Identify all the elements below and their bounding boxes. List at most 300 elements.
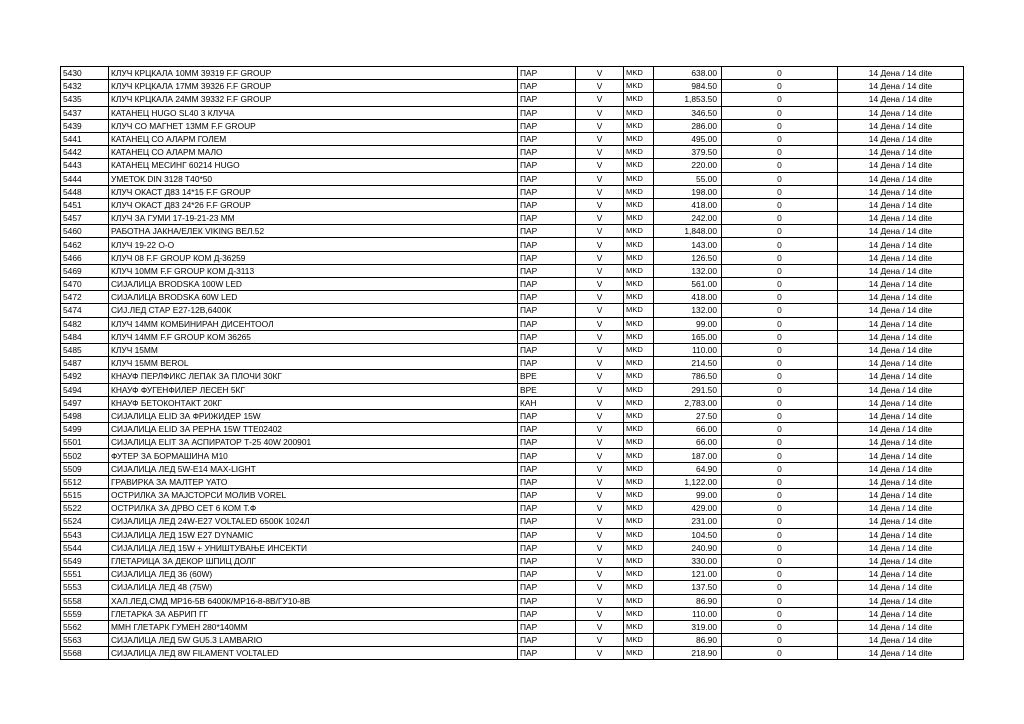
delivery-term-cell: 14 Дена / 14 dite bbox=[838, 357, 964, 370]
unit-of-measure-cell: ПАР bbox=[518, 647, 576, 660]
quantity-cell: 0 bbox=[722, 185, 838, 198]
item-code-cell: 5544 bbox=[61, 541, 109, 554]
unit-price-cell: 214.50 bbox=[654, 357, 722, 370]
table-row bbox=[61, 515, 964, 528]
vat-flag-cell: V bbox=[576, 515, 624, 528]
currency-cell: MKD bbox=[624, 541, 654, 554]
unit-price-cell: 1,848.00 bbox=[654, 225, 722, 238]
delivery-term-cell: 14 Дена / 14 dite bbox=[838, 554, 964, 567]
table-row bbox=[61, 198, 964, 211]
item-name-cell: СИЈАЛИЦА ЛЕД 5W-E14 MAX-LIGHT bbox=[109, 462, 518, 475]
unit-price-cell: 104.50 bbox=[654, 528, 722, 541]
currency-cell: MKD bbox=[624, 620, 654, 633]
item-name-cell: КЛУЧ ОКАСТ Д83 14*15 F.F GROUP bbox=[109, 185, 518, 198]
currency-cell: MKD bbox=[624, 172, 654, 185]
delivery-term-cell: 14 Дена / 14 dite bbox=[838, 647, 964, 660]
currency-cell: MKD bbox=[624, 278, 654, 291]
unit-price-cell: 143.00 bbox=[654, 238, 722, 251]
quantity-cell: 0 bbox=[722, 396, 838, 409]
item-name-cell: СИЈАЛИЦА ЛЕД 8W FILAMENT VOLTALED bbox=[109, 647, 518, 660]
quantity-cell: 0 bbox=[722, 106, 838, 119]
delivery-term-cell: 14 Дена / 14 dite bbox=[838, 541, 964, 554]
currency-cell: MKD bbox=[624, 106, 654, 119]
delivery-term-cell: 14 Дена / 14 dite bbox=[838, 396, 964, 409]
item-name-cell: КЛУЧ КРЦКАЛА 24ММ 39332 F.F GROUP bbox=[109, 93, 518, 106]
vat-flag-cell: V bbox=[576, 462, 624, 475]
currency-cell: MKD bbox=[624, 489, 654, 502]
table-row bbox=[61, 343, 964, 356]
currency-cell: MKD bbox=[624, 67, 654, 80]
unit-of-measure-cell: ПАР bbox=[518, 634, 576, 647]
vat-flag-cell: V bbox=[576, 278, 624, 291]
quantity-cell: 0 bbox=[722, 489, 838, 502]
unit-of-measure-cell: ПАР bbox=[518, 330, 576, 343]
table-row bbox=[61, 291, 964, 304]
delivery-term-cell: 14 Дена / 14 dite bbox=[838, 449, 964, 462]
quantity-cell: 0 bbox=[722, 212, 838, 225]
item-name-cell: КАТАНЕЦ СО АЛАРМ МАЛО bbox=[109, 146, 518, 159]
unit-of-measure-cell: ПАР bbox=[518, 264, 576, 277]
item-code-cell: 5558 bbox=[61, 594, 109, 607]
unit-price-cell: 379.50 bbox=[654, 146, 722, 159]
delivery-term-cell: 14 Дена / 14 dite bbox=[838, 264, 964, 277]
unit-price-cell: 99.00 bbox=[654, 489, 722, 502]
unit-of-measure-cell: ПАР bbox=[518, 594, 576, 607]
table-row bbox=[61, 93, 964, 106]
quantity-cell: 0 bbox=[722, 132, 838, 145]
item-code-cell: 5524 bbox=[61, 515, 109, 528]
quantity-cell: 0 bbox=[722, 409, 838, 422]
item-code-cell: 5482 bbox=[61, 317, 109, 330]
quantity-cell: 0 bbox=[722, 647, 838, 660]
unit-price-cell: 231.00 bbox=[654, 515, 722, 528]
delivery-term-cell: 14 Дена / 14 dite bbox=[838, 172, 964, 185]
table-row bbox=[61, 489, 964, 502]
item-name-cell: СИЈАЛИЦА ЛЕД 15W E27 DYNAMIC bbox=[109, 528, 518, 541]
vat-flag-cell: V bbox=[576, 317, 624, 330]
item-name-cell: ГЛЕТАРИЦА ЗА ДЕКОР ШПИЦ ДОЛГ bbox=[109, 554, 518, 567]
vat-flag-cell: V bbox=[576, 225, 624, 238]
item-code-cell: 5437 bbox=[61, 106, 109, 119]
unit-price-cell: 86.90 bbox=[654, 594, 722, 607]
currency-cell: MKD bbox=[624, 528, 654, 541]
delivery-term-cell: 14 Дена / 14 dite bbox=[838, 119, 964, 132]
delivery-term-cell: 14 Дена / 14 dite bbox=[838, 212, 964, 225]
unit-price-cell: 286.00 bbox=[654, 119, 722, 132]
item-code-cell: 5549 bbox=[61, 554, 109, 567]
currency-cell: MKD bbox=[624, 607, 654, 620]
unit-price-cell: 786.50 bbox=[654, 370, 722, 383]
vat-flag-cell: V bbox=[576, 396, 624, 409]
vat-flag-cell: V bbox=[576, 383, 624, 396]
table-row bbox=[61, 106, 964, 119]
item-code-cell: 5474 bbox=[61, 304, 109, 317]
delivery-term-cell: 14 Дена / 14 dite bbox=[838, 620, 964, 633]
quantity-cell: 0 bbox=[722, 515, 838, 528]
delivery-term-cell: 14 Дена / 14 dite bbox=[838, 106, 964, 119]
currency-cell: MKD bbox=[624, 647, 654, 660]
unit-of-measure-cell: ПАР bbox=[518, 343, 576, 356]
unit-price-cell: 165.00 bbox=[654, 330, 722, 343]
table-row bbox=[61, 396, 964, 409]
currency-cell: MKD bbox=[624, 370, 654, 383]
unit-price-cell: 86.90 bbox=[654, 634, 722, 647]
delivery-term-cell: 14 Дена / 14 dite bbox=[838, 409, 964, 422]
quantity-cell: 0 bbox=[722, 357, 838, 370]
currency-cell: MKD bbox=[624, 185, 654, 198]
unit-price-cell: 55.00 bbox=[654, 172, 722, 185]
price-list-table bbox=[60, 66, 964, 660]
vat-flag-cell: V bbox=[576, 607, 624, 620]
vat-flag-cell: V bbox=[576, 132, 624, 145]
currency-cell: MKD bbox=[624, 238, 654, 251]
vat-flag-cell: V bbox=[576, 238, 624, 251]
table-row bbox=[61, 568, 964, 581]
unit-price-cell: 330.00 bbox=[654, 554, 722, 567]
table-row bbox=[61, 554, 964, 567]
item-name-cell: КЛУЧ 14ММ КОМБИНИРАН ДИСЕНТООЛ bbox=[109, 317, 518, 330]
item-name-cell: ММН ГЛЕТАРК ГУМЕН 280*140ММ bbox=[109, 620, 518, 633]
table-row bbox=[61, 212, 964, 225]
quantity-cell: 0 bbox=[722, 620, 838, 633]
unit-price-cell: 319.00 bbox=[654, 620, 722, 633]
vat-flag-cell: V bbox=[576, 304, 624, 317]
delivery-term-cell: 14 Дена / 14 dite bbox=[838, 343, 964, 356]
delivery-term-cell: 14 Дена / 14 dite bbox=[838, 370, 964, 383]
delivery-term-cell: 14 Дена / 14 dite bbox=[838, 225, 964, 238]
currency-cell: MKD bbox=[624, 423, 654, 436]
item-code-cell: 5509 bbox=[61, 462, 109, 475]
currency-cell: MKD bbox=[624, 93, 654, 106]
table-row bbox=[61, 80, 964, 93]
table-row bbox=[61, 607, 964, 620]
table-row bbox=[61, 317, 964, 330]
quantity-cell: 0 bbox=[722, 317, 838, 330]
delivery-term-cell: 14 Дена / 14 dite bbox=[838, 515, 964, 528]
unit-price-cell: 66.00 bbox=[654, 436, 722, 449]
delivery-term-cell: 14 Дена / 14 dite bbox=[838, 185, 964, 198]
quantity-cell: 0 bbox=[722, 634, 838, 647]
quantity-cell: 0 bbox=[722, 238, 838, 251]
unit-of-measure-cell: ПАР bbox=[518, 423, 576, 436]
currency-cell: MKD bbox=[624, 634, 654, 647]
currency-cell: MKD bbox=[624, 212, 654, 225]
table-row bbox=[61, 541, 964, 554]
delivery-term-cell: 14 Дена / 14 dite bbox=[838, 93, 964, 106]
table-row bbox=[61, 449, 964, 462]
item-code-cell: 5553 bbox=[61, 581, 109, 594]
vat-flag-cell: V bbox=[576, 119, 624, 132]
vat-flag-cell: V bbox=[576, 264, 624, 277]
quantity-cell: 0 bbox=[722, 568, 838, 581]
currency-cell: MKD bbox=[624, 502, 654, 515]
unit-price-cell: 132.00 bbox=[654, 304, 722, 317]
unit-of-measure-cell: ПАР bbox=[518, 581, 576, 594]
currency-cell: MKD bbox=[624, 581, 654, 594]
item-name-cell: СИЈАЛИЦА ЛЕД 24W-E27 VOLTALED 6500К 1024Л bbox=[109, 515, 518, 528]
delivery-term-cell: 14 Дена / 14 dite bbox=[838, 607, 964, 620]
vat-flag-cell: V bbox=[576, 528, 624, 541]
currency-cell: MKD bbox=[624, 383, 654, 396]
currency-cell: MKD bbox=[624, 357, 654, 370]
vat-flag-cell: V bbox=[576, 185, 624, 198]
delivery-term-cell: 14 Дена / 14 dite bbox=[838, 146, 964, 159]
item-name-cell: СИЈАЛИЦА ЛЕД 36 (60W) bbox=[109, 568, 518, 581]
vat-flag-cell: V bbox=[576, 198, 624, 211]
quantity-cell: 0 bbox=[722, 383, 838, 396]
quantity-cell: 0 bbox=[722, 251, 838, 264]
currency-cell: MKD bbox=[624, 462, 654, 475]
vat-flag-cell: V bbox=[576, 409, 624, 422]
currency-cell: MKD bbox=[624, 343, 654, 356]
currency-cell: MKD bbox=[624, 80, 654, 93]
table-row bbox=[61, 475, 964, 488]
vat-flag-cell: V bbox=[576, 436, 624, 449]
unit-price-cell: 1,853.50 bbox=[654, 93, 722, 106]
item-name-cell: СИЈАЛИЦА ELIT ЗА АСПИРАТОР Т-25 40W 200901 bbox=[109, 436, 518, 449]
item-name-cell: КНАУФ ФУГЕНФИЛЕР ЛЕСЕН 5КГ bbox=[109, 383, 518, 396]
delivery-term-cell: 14 Дена / 14 dite bbox=[838, 238, 964, 251]
unit-of-measure-cell: ПАР bbox=[518, 409, 576, 422]
delivery-term-cell: 14 Дена / 14 dite bbox=[838, 581, 964, 594]
table-row bbox=[61, 67, 964, 80]
item-name-cell: КЛУЧ КРЦКАЛА 10ММ 39319 F.F GROUP bbox=[109, 67, 518, 80]
vat-flag-cell: V bbox=[576, 568, 624, 581]
unit-of-measure-cell: ПАР bbox=[518, 106, 576, 119]
item-name-cell: КЛУЧ КРЦКАЛА 17ММ 39326 F.F GROUP bbox=[109, 80, 518, 93]
unit-price-cell: 418.00 bbox=[654, 198, 722, 211]
item-name-cell: КНАУФ БЕТОКОНТАКТ 20КГ bbox=[109, 396, 518, 409]
quantity-cell: 0 bbox=[722, 370, 838, 383]
vat-flag-cell: V bbox=[576, 475, 624, 488]
item-code-cell: 5470 bbox=[61, 278, 109, 291]
unit-of-measure-cell: ПАР bbox=[518, 93, 576, 106]
quantity-cell: 0 bbox=[722, 304, 838, 317]
item-code-cell: 5492 bbox=[61, 370, 109, 383]
vat-flag-cell: V bbox=[576, 146, 624, 159]
currency-cell: MKD bbox=[624, 159, 654, 172]
quantity-cell: 0 bbox=[722, 607, 838, 620]
currency-cell: MKD bbox=[624, 317, 654, 330]
vat-flag-cell: V bbox=[576, 647, 624, 660]
table-row bbox=[61, 409, 964, 422]
item-code-cell: 5499 bbox=[61, 423, 109, 436]
quantity-cell: 0 bbox=[722, 330, 838, 343]
unit-of-measure-cell: ПАР bbox=[518, 238, 576, 251]
item-name-cell: УМЕТОК DIN 3128 Т40*50 bbox=[109, 172, 518, 185]
currency-cell: MKD bbox=[624, 304, 654, 317]
unit-of-measure-cell: ПАР bbox=[518, 80, 576, 93]
unit-price-cell: 27.50 bbox=[654, 409, 722, 422]
table-row bbox=[61, 370, 964, 383]
currency-cell: MKD bbox=[624, 594, 654, 607]
item-code-cell: 5441 bbox=[61, 132, 109, 145]
unit-of-measure-cell: ПАР bbox=[518, 568, 576, 581]
unit-price-cell: 291.50 bbox=[654, 383, 722, 396]
unit-of-measure-cell: ПАР bbox=[518, 436, 576, 449]
quantity-cell: 0 bbox=[722, 264, 838, 277]
delivery-term-cell: 14 Дена / 14 dite bbox=[838, 594, 964, 607]
quantity-cell: 0 bbox=[722, 146, 838, 159]
unit-of-measure-cell: ПАР bbox=[518, 291, 576, 304]
unit-price-cell: 984.50 bbox=[654, 80, 722, 93]
vat-flag-cell: V bbox=[576, 541, 624, 554]
currency-cell: MKD bbox=[624, 146, 654, 159]
unit-price-cell: 137.50 bbox=[654, 581, 722, 594]
quantity-cell: 0 bbox=[722, 198, 838, 211]
vat-flag-cell: V bbox=[576, 502, 624, 515]
quantity-cell: 0 bbox=[722, 475, 838, 488]
table-row bbox=[61, 225, 964, 238]
unit-price-cell: 126.50 bbox=[654, 251, 722, 264]
delivery-term-cell: 14 Дена / 14 dite bbox=[838, 291, 964, 304]
vat-flag-cell: V bbox=[576, 80, 624, 93]
item-name-cell: КЛУЧ ЗА ГУМИ 17-19-21-23 ММ bbox=[109, 212, 518, 225]
unit-of-measure-cell: ПАР bbox=[518, 119, 576, 132]
delivery-term-cell: 14 Дена / 14 dite bbox=[838, 383, 964, 396]
table-row bbox=[61, 264, 964, 277]
item-name-cell: СИЈАЛИЦА ЛЕД 15W + УНИШТУВАЊЕ ИНСЕКТИ bbox=[109, 541, 518, 554]
currency-cell: MKD bbox=[624, 225, 654, 238]
unit-of-measure-cell: ВРЕ bbox=[518, 370, 576, 383]
delivery-term-cell: 14 Дена / 14 dite bbox=[838, 80, 964, 93]
table-row bbox=[61, 119, 964, 132]
unit-of-measure-cell: ПАР bbox=[518, 132, 576, 145]
table-row bbox=[61, 594, 964, 607]
item-name-cell: КАТАНЕЦ МЕСИНГ 60214 HUGO bbox=[109, 159, 518, 172]
unit-price-cell: 2,783.00 bbox=[654, 396, 722, 409]
item-code-cell: 5551 bbox=[61, 568, 109, 581]
item-code-cell: 5457 bbox=[61, 212, 109, 225]
unit-of-measure-cell: ПАР bbox=[518, 607, 576, 620]
unit-of-measure-cell: ПАР bbox=[518, 225, 576, 238]
quantity-cell: 0 bbox=[722, 80, 838, 93]
item-name-cell: СИЈ.ЛЕД СТАР E27-12В,6400К bbox=[109, 304, 518, 317]
delivery-term-cell: 14 Дена / 14 dite bbox=[838, 462, 964, 475]
unit-of-measure-cell: ПАР bbox=[518, 502, 576, 515]
delivery-term-cell: 14 Дена / 14 dite bbox=[838, 67, 964, 80]
vat-flag-cell: V bbox=[576, 172, 624, 185]
quantity-cell: 0 bbox=[722, 291, 838, 304]
unit-price-cell: 99.00 bbox=[654, 317, 722, 330]
item-code-cell: 5435 bbox=[61, 93, 109, 106]
table-row bbox=[61, 528, 964, 541]
unit-price-cell: 66.00 bbox=[654, 423, 722, 436]
table-row bbox=[61, 647, 964, 660]
item-code-cell: 5502 bbox=[61, 449, 109, 462]
delivery-term-cell: 14 Дена / 14 dite bbox=[838, 132, 964, 145]
delivery-term-cell: 14 Дена / 14 dite bbox=[838, 489, 964, 502]
unit-of-measure-cell: ПАР bbox=[518, 172, 576, 185]
quantity-cell: 0 bbox=[722, 172, 838, 185]
item-name-cell: КАТАНЕЦ HUGO SL40 3 КЛУЧА bbox=[109, 106, 518, 119]
item-code-cell: 5485 bbox=[61, 343, 109, 356]
unit-of-measure-cell: ПАР bbox=[518, 67, 576, 80]
vat-flag-cell: V bbox=[576, 291, 624, 304]
table-row bbox=[61, 462, 964, 475]
delivery-term-cell: 14 Дена / 14 dite bbox=[838, 251, 964, 264]
table-row bbox=[61, 304, 964, 317]
quantity-cell: 0 bbox=[722, 541, 838, 554]
item-code-cell: 5543 bbox=[61, 528, 109, 541]
unit-of-measure-cell: ПАР bbox=[518, 317, 576, 330]
item-code-cell: 5497 bbox=[61, 396, 109, 409]
item-name-cell: КАТАНЕЦ СО АЛАРМ ГОЛЕМ bbox=[109, 132, 518, 145]
quantity-cell: 0 bbox=[722, 159, 838, 172]
item-name-cell: КЛУЧ 08 F.F GROUP КОМ Д-36259 bbox=[109, 251, 518, 264]
quantity-cell: 0 bbox=[722, 343, 838, 356]
table-row bbox=[61, 330, 964, 343]
delivery-term-cell: 14 Дена / 14 dite bbox=[838, 436, 964, 449]
vat-flag-cell: V bbox=[576, 620, 624, 633]
unit-price-cell: 495.00 bbox=[654, 132, 722, 145]
unit-of-measure-cell: ПАР bbox=[518, 251, 576, 264]
currency-cell: MKD bbox=[624, 396, 654, 409]
item-code-cell: 5487 bbox=[61, 357, 109, 370]
table-row bbox=[61, 132, 964, 145]
item-code-cell: 5568 bbox=[61, 647, 109, 660]
item-name-cell: КЛУЧ 15ММ bbox=[109, 343, 518, 356]
table-row bbox=[61, 159, 964, 172]
item-name-cell: КЛУЧ 10ММ F.F GROUP КОМ Д-3113 bbox=[109, 264, 518, 277]
quantity-cell: 0 bbox=[722, 449, 838, 462]
table-row bbox=[61, 278, 964, 291]
item-name-cell: ХАЛ.ЛЕД.СМД МР16-5В 6400К/МР16-8-8В/ГУ10-8В bbox=[109, 594, 518, 607]
item-code-cell: 5522 bbox=[61, 502, 109, 515]
item-code-cell: 5443 bbox=[61, 159, 109, 172]
item-code-cell: 5501 bbox=[61, 436, 109, 449]
table-row bbox=[61, 357, 964, 370]
item-code-cell: 5430 bbox=[61, 67, 109, 80]
unit-of-measure-cell: ПАР bbox=[518, 198, 576, 211]
unit-of-measure-cell: ПАР bbox=[518, 489, 576, 502]
vat-flag-cell: V bbox=[576, 106, 624, 119]
vat-flag-cell: V bbox=[576, 489, 624, 502]
vat-flag-cell: V bbox=[576, 594, 624, 607]
unit-price-cell: 110.00 bbox=[654, 343, 722, 356]
vat-flag-cell: V bbox=[576, 357, 624, 370]
item-code-cell: 5439 bbox=[61, 119, 109, 132]
item-name-cell: КЛУЧ СО МАГНЕТ 13ММ F.F GROUP bbox=[109, 119, 518, 132]
table-row bbox=[61, 502, 964, 515]
currency-cell: MKD bbox=[624, 251, 654, 264]
item-name-cell: КЛУЧ 19-22 О-О bbox=[109, 238, 518, 251]
currency-cell: MKD bbox=[624, 436, 654, 449]
table-row bbox=[61, 436, 964, 449]
item-name-cell: РАБОТНА ЈАКНА/ЕЛЕК VIKING ВЕЛ.52 bbox=[109, 225, 518, 238]
table-row bbox=[61, 172, 964, 185]
unit-price-cell: 220.00 bbox=[654, 159, 722, 172]
delivery-term-cell: 14 Дена / 14 dite bbox=[838, 317, 964, 330]
unit-of-measure-cell: ПАР bbox=[518, 212, 576, 225]
unit-of-measure-cell: ПАР bbox=[518, 159, 576, 172]
item-code-cell: 5451 bbox=[61, 198, 109, 211]
item-code-cell: 5562 bbox=[61, 620, 109, 633]
unit-of-measure-cell: ПАР bbox=[518, 304, 576, 317]
table-row bbox=[61, 423, 964, 436]
unit-price-cell: 64.90 bbox=[654, 462, 722, 475]
unit-of-measure-cell: ВРЕ bbox=[518, 383, 576, 396]
delivery-term-cell: 14 Дена / 14 dite bbox=[838, 528, 964, 541]
item-name-cell: СИЈАЛИЦА ELID ЗА РЕРНА 15W ТТЕ02402 bbox=[109, 423, 518, 436]
unit-price-cell: 110.00 bbox=[654, 607, 722, 620]
item-code-cell: 5498 bbox=[61, 409, 109, 422]
item-name-cell: СИЈАЛИЦА ELID ЗА ФРИЖИДЕР 15W bbox=[109, 409, 518, 422]
table-row bbox=[61, 185, 964, 198]
unit-price-cell: 429.00 bbox=[654, 502, 722, 515]
unit-price-cell: 638.00 bbox=[654, 67, 722, 80]
vat-flag-cell: V bbox=[576, 251, 624, 264]
